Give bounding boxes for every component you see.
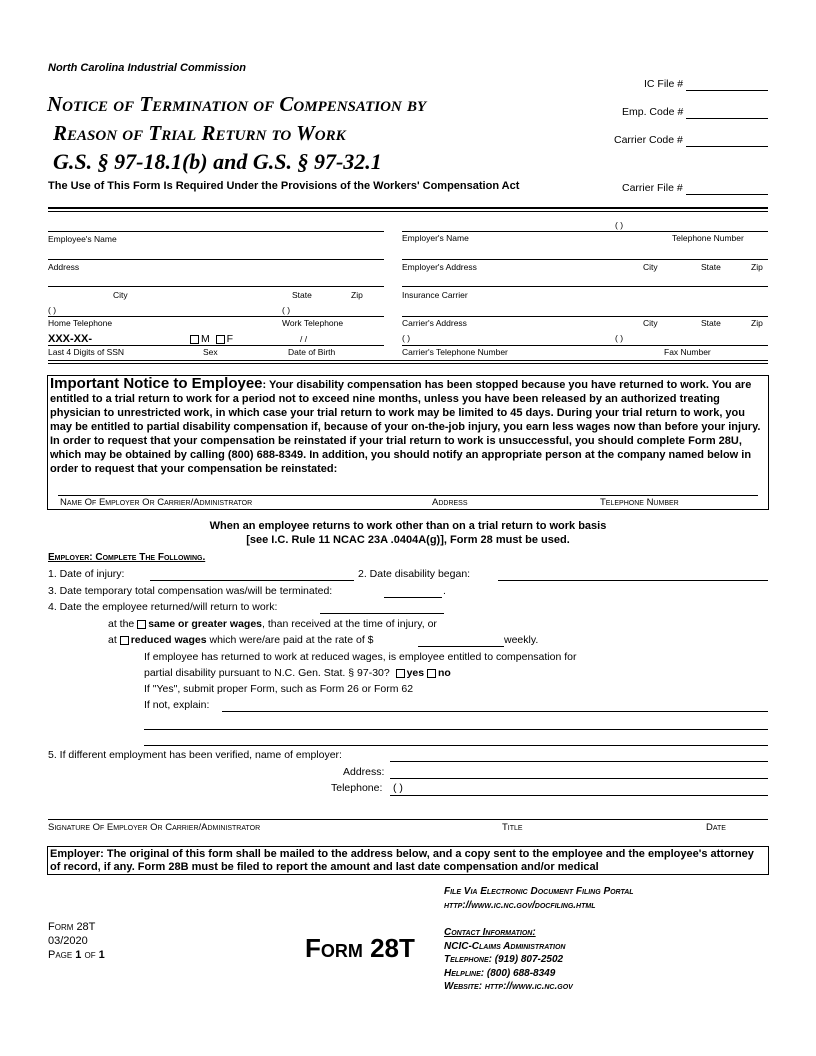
weekly-rate-input[interactable]	[418, 646, 504, 647]
rule-note	[48, 519, 768, 547]
no-label: no	[438, 667, 451, 679]
new-employer-telephone-input[interactable]	[390, 795, 768, 796]
home-tel-paren: ( )	[48, 305, 57, 315]
section-divider-2	[48, 360, 768, 361]
telephone-input-line[interactable]	[48, 316, 384, 317]
sex-m-label: M	[201, 333, 210, 345]
employer-footer-text: Employer: The original of this form shall be mailed to the address below, and a copy sent to the employee and the employee's attorney of record, if any. Form 28B must be filed to report the amount and last date compensation and/or medical	[50, 848, 754, 873]
fax-number-label: Fax Number	[664, 347, 711, 357]
ssn-sex-dob-input-line[interactable]	[48, 345, 384, 346]
if-not-label: If not, explain:	[144, 699, 210, 711]
reduced-wages-label: reduced wages	[130, 634, 207, 646]
form-number-large: Form 28T	[305, 933, 415, 963]
notice-col-address: Address	[432, 497, 468, 508]
ttd-terminated-input[interactable]	[384, 597, 442, 598]
form-title-statute: G.S. § 97-18.1(b) and G.S. § 97-32.1	[53, 149, 382, 174]
page-num: 1	[75, 949, 82, 961]
notice-col-name: Name Of Employer Or Carrier/Administrator	[60, 497, 253, 508]
employer-name-input[interactable]	[402, 231, 768, 232]
section-divider-2b	[48, 363, 768, 364]
page-of: of	[84, 949, 96, 961]
if-yes-note: If "Yes", submit proper Form, such as Form 26 or Form 62	[144, 683, 414, 695]
same-wages-label: same or greater wages	[148, 618, 263, 630]
employer-section-heading: Employer: Complete The Following.	[48, 552, 206, 563]
carrier-address-label: Carrier's Address	[402, 318, 467, 328]
employer-telephone-label: Telephone Number	[672, 233, 744, 243]
employee-zip-label: Zip	[351, 290, 363, 300]
reduced-question-2-text: partial disability pursuant to N.C. Gen. Stat. § 97-30?	[144, 667, 390, 679]
sex-f-label: F	[226, 333, 234, 345]
reduced-wages-row	[108, 634, 374, 646]
notice-text	[50, 377, 766, 476]
employee-city-input[interactable]	[48, 286, 384, 287]
employer-state-label: State	[701, 262, 721, 272]
carrier-code-input[interactable]	[686, 146, 768, 147]
q3-label: 3. Date temporary total compensation was/will be terminated:	[48, 585, 333, 597]
notice-contact-input[interactable]	[58, 495, 758, 496]
same-wages-row	[108, 618, 437, 630]
ssn-prefix: XXX-XX-	[48, 333, 93, 345]
employer-address-input[interactable]	[402, 259, 768, 260]
new-employer-tel-paren: ( )	[393, 782, 403, 794]
return-date-input[interactable]	[320, 613, 444, 614]
employer-zip-label: Zip	[751, 262, 763, 272]
same-wages-rest: , than received at the time of injury, or	[262, 618, 437, 630]
carrier-city-label: City	[643, 318, 658, 328]
new-employer-address-label: Address:	[343, 766, 385, 778]
notice-col-phone: Telephone Number	[600, 497, 679, 508]
date-of-injury-input[interactable]	[150, 580, 354, 581]
title-label: Title	[502, 822, 523, 833]
explain-input-1[interactable]	[222, 711, 768, 712]
insurance-carrier-input[interactable]	[402, 286, 768, 287]
q4-label: 4. Date the employee returned/will return to work:	[48, 601, 278, 613]
insurance-carrier-label: Insurance Carrier	[402, 290, 468, 300]
date-label: Date	[706, 822, 726, 833]
employer-footer-notice	[47, 846, 769, 875]
q2-label: 2. Date disability began:	[358, 568, 471, 580]
signature-label: Signature Of Employer Or Carrier/Administrator	[48, 822, 261, 833]
contact-info	[444, 926, 573, 994]
explain-input-3[interactable]	[144, 745, 768, 746]
carrier-tel-paren: ( )	[402, 333, 411, 343]
dob-slashes: / /	[300, 334, 308, 344]
employee-state-label: State	[292, 290, 312, 300]
carrier-zip-label: Zip	[751, 318, 763, 328]
reduced-question-1: If employee has returned to work at reduced wages, is employee entitled to compensation for	[144, 651, 577, 663]
contact-website[interactable]: Website: http://www.ic.nc.gov	[444, 981, 573, 992]
new-employer-telephone-label: Telephone:	[331, 782, 383, 794]
same-wages-checkbox[interactable]	[137, 620, 146, 629]
reduced-wages-rest: which were/are paid at the rate of $	[209, 634, 374, 646]
ssn-label: Last 4 Digits of SSN	[48, 347, 125, 357]
signature-input-line[interactable]	[48, 819, 768, 820]
section-divider	[48, 207, 768, 209]
explain-input-2[interactable]	[144, 729, 768, 730]
form-title-line2: Reason of Trial Return to Work	[53, 121, 346, 145]
section-divider-thin	[48, 211, 768, 212]
emp-code-input[interactable]	[686, 118, 768, 119]
reduced-wages-checkbox[interactable]	[120, 636, 129, 645]
ic-file-input[interactable]	[686, 90, 768, 91]
carrier-file-input[interactable]	[686, 194, 768, 195]
fax-paren: ( )	[615, 333, 624, 343]
yes-label: yes	[406, 667, 425, 679]
carrier-address-input[interactable]	[402, 316, 768, 317]
carrier-code-label: Carrier Code #	[614, 134, 683, 146]
efile-link[interactable]: http://www.ic.nc.gov/docfiling.html	[444, 900, 596, 911]
sex-f-checkbox[interactable]	[216, 335, 225, 344]
efile-info	[444, 885, 634, 913]
employee-name-input[interactable]	[48, 231, 384, 232]
carrier-state-label: State	[701, 318, 721, 328]
at-text: at	[108, 634, 117, 646]
rule-note-line2: [see I.C. Rule 11 NCAC 23A .0404A(g)], Form 28 must be used.	[246, 534, 570, 546]
q3-end: .	[443, 585, 446, 597]
no-checkbox[interactable]	[427, 669, 436, 678]
weekly-label: weekly.	[504, 634, 539, 646]
at-the-text: at the	[108, 618, 135, 630]
dob-label: Date of Birth	[288, 347, 336, 357]
efile-line1: File Via Electronic Document Filing Portal	[444, 886, 634, 897]
work-tel-paren: ( )	[282, 305, 291, 315]
form-subtitle: The Use of This Form Is Required Under the Provisions of the Workers' Compensation Act	[48, 180, 520, 192]
form-title-line1: Notice of Termination of Compensation by	[47, 92, 427, 116]
date-disability-began-input[interactable]	[498, 580, 768, 581]
employee-address-label: Address	[48, 262, 80, 272]
work-telephone-label: Work Telephone	[282, 318, 344, 328]
contact-heading: Contact Information:	[444, 927, 536, 938]
notice-body: : Your disability compensation has been stopped because you have returned to work. You are entitled to a trial return to work for a period not to exceed nine months, unless you have been released by an authorized treating physician to unrestricted work, in which case your trial return to work may be limited to 45 days. During your trial return to work, you may be entitled to partial disability compensation if, because of your on-the-job injury, you earn less wages now than before your injury. In order to request that your compensation be reinstated if your trial return to work is unsuccessful, you should complete Form 28U, which may be obtained by calling (800) 688-8349. In addition, you should notify an appropriate person at the company named below in order to request that your compensation be reinstated:	[50, 379, 761, 475]
form-id: Form 28T	[48, 921, 96, 933]
carrier-file-label: Carrier File #	[622, 182, 683, 194]
home-telephone-label: Home Telephone	[48, 318, 113, 328]
employer-name-label: Employer's Name	[402, 233, 469, 243]
ic-file-label: IC File #	[644, 78, 684, 90]
form-info	[48, 920, 105, 962]
carrier-phone-fax-input-line[interactable]	[402, 345, 768, 346]
sex-m-checkbox[interactable]	[190, 335, 199, 344]
notice-heading: Important Notice to Employee	[50, 375, 263, 392]
q1-label: 1. Date of injury:	[48, 568, 125, 580]
form-revision: 03/2020	[48, 935, 88, 947]
page-prefix: Page	[48, 949, 73, 961]
contact-telephone: Telephone: (919) 807-2502	[444, 954, 564, 965]
new-employer-name-input[interactable]	[390, 761, 768, 762]
contact-org: NCIC-Claims Administration	[444, 940, 566, 952]
emp-code-label: Emp. Code #	[622, 106, 684, 118]
agency-name: North Carolina Industrial Commission	[48, 62, 247, 74]
sex-label: Sex	[203, 347, 218, 357]
reduced-question-2	[144, 667, 451, 679]
page-total: 1	[98, 949, 105, 961]
employee-name-label: Employee's Name	[48, 234, 117, 244]
contact-helpline: Helpline: (800) 688-8349	[444, 967, 556, 979]
page-number	[48, 948, 105, 962]
important-notice-box	[47, 375, 769, 510]
carrier-telephone-label: Carrier's Telephone Number	[402, 347, 508, 357]
yes-checkbox[interactable]	[396, 669, 405, 678]
q5-label: 5. If different employment has been verified, name of employer:	[48, 749, 342, 761]
sex-options	[190, 333, 233, 345]
employer-city-label: City	[643, 262, 658, 272]
new-employer-address-input[interactable]	[390, 778, 768, 779]
employee-city-label: City	[113, 290, 128, 300]
rule-note-line1: When an employee returns to work other than on a trial return to work basis	[209, 520, 607, 532]
employee-address-input[interactable]	[48, 259, 384, 260]
employer-tel-paren: ( )	[615, 220, 624, 230]
employer-address-label: Employer's Address	[402, 262, 477, 272]
